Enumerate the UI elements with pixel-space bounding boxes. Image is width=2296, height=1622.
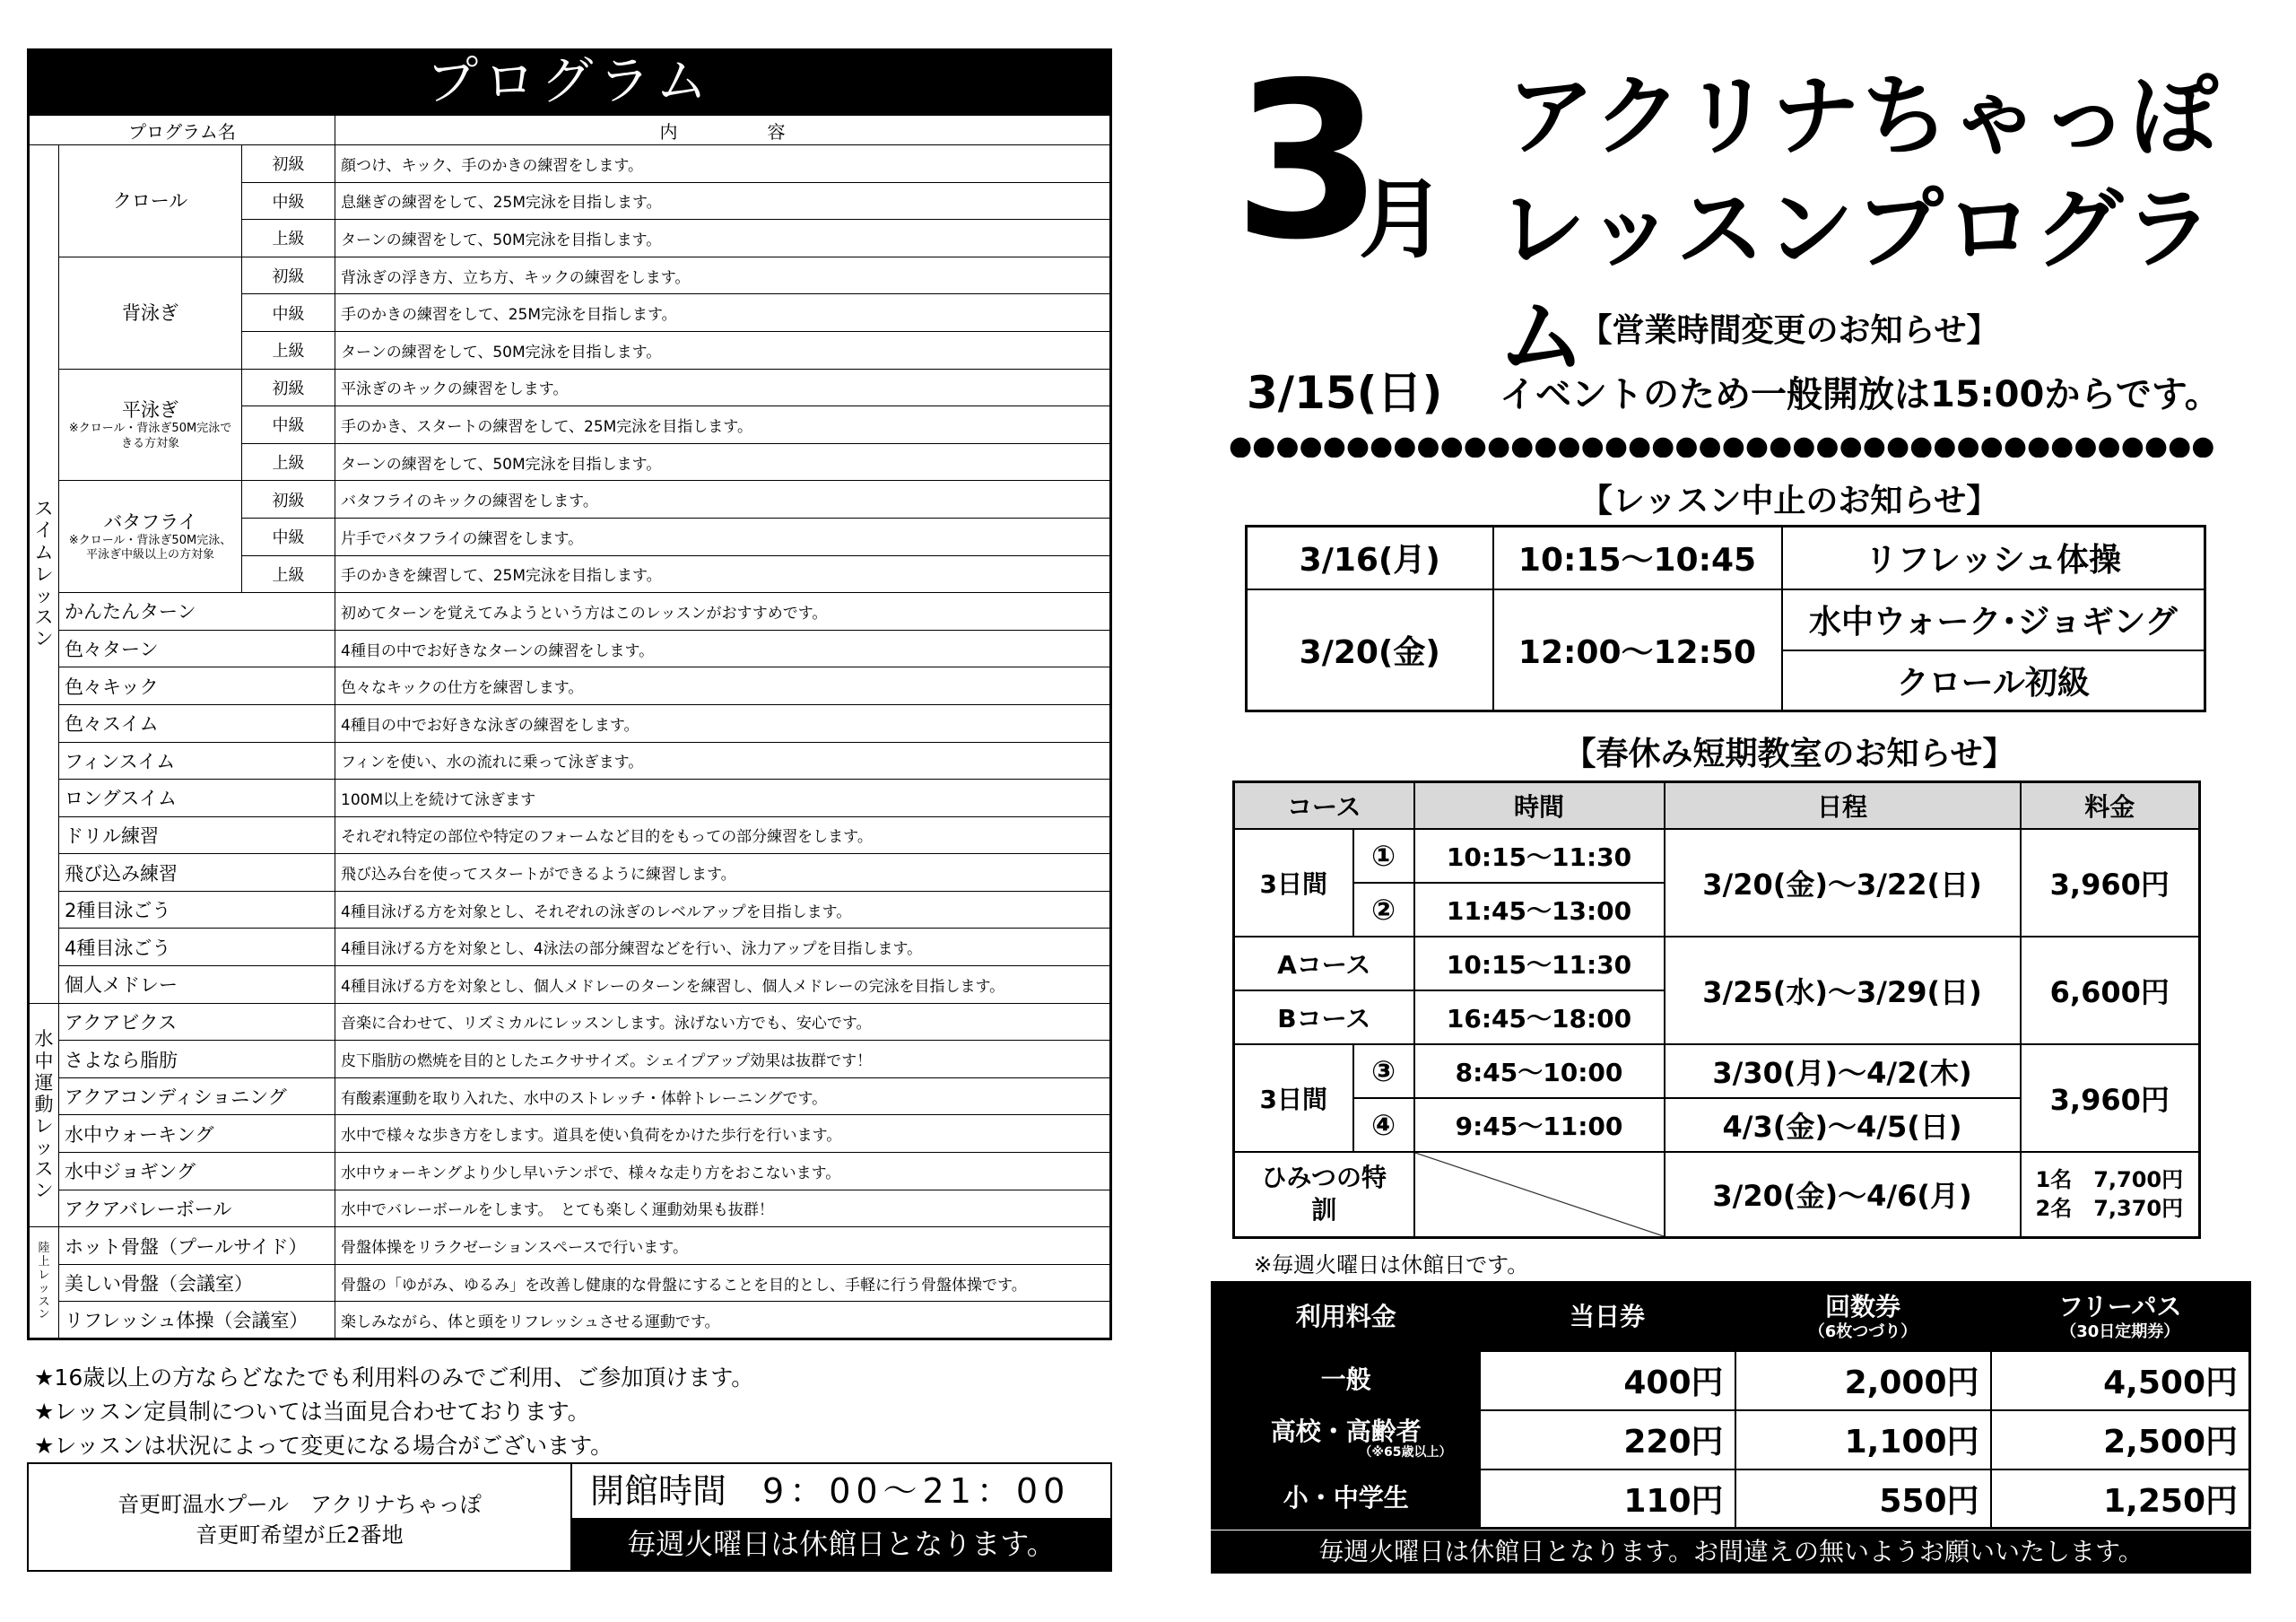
fee-header-label: 利用料金 [1213,1283,1480,1351]
program-name: アクアビクス [59,1003,335,1041]
program-description: 100M以上を続けて泳ぎます [335,780,1111,817]
secret-fee [2021,1152,2200,1238]
level-label: 初級 [242,481,335,519]
program-description: 片手でバタフライの練習をします。 [335,518,1111,555]
program-name: 水中ウォーキング [59,1115,335,1153]
program-description: 顔つけ、キック、手のかきの練習をします。 [335,145,1111,183]
program-description: 有酸素運動を取り入れた、水中のストレッチ・体幹トレーニングです。 [335,1077,1111,1115]
program-name: アクアコンディショニング [59,1077,335,1115]
program-description: 飛び込み台を使ってスタートができるように練習します。 [335,854,1111,892]
cancel-row [1247,527,2205,589]
fee-day: 220円 [1480,1410,1735,1469]
month-unit: 月 [1359,170,1445,270]
fee-free: 1,250円 [1991,1469,2250,1529]
course-3days-b: 3日間 [1234,1044,1353,1152]
program-name: 色々キック [59,667,335,705]
course-fee: 3,960円 [2021,1044,2200,1152]
hours-label: 開館時間 [590,1471,727,1511]
closed-day-banner: 毎週火曜日は休館日となります。 [572,1518,1110,1570]
program-row [29,1077,1111,1115]
fee-day: 400円 [1480,1351,1735,1410]
spring-header-course: コース [1234,782,1414,829]
course-num-4: ④ [1353,1098,1414,1152]
program-name: リフレッシュ体操（会議室） [59,1302,335,1339]
program-description: 息継ぎの練習をして、25M完泳を目指します。 [335,182,1111,220]
course-3days-a: 3日間 [1234,829,1353,937]
program-description: 4種目泳げる方を対象とし、個人メドレーのターンを練習し、個人メドレーの完泳を目指します。 [335,966,1111,1004]
fee-coupon: 1,100円 [1735,1410,1991,1469]
program-name: ホット骨盤（プールサイド） [59,1227,335,1265]
program-name: 4種目泳ごう [59,929,335,966]
program-description: 骨盤体操をリラクゼーションスペースで行います。 [335,1227,1111,1265]
level-label: 初級 [242,369,335,406]
fee-coupon: 2,000円 [1735,1351,1991,1410]
cancel-time: 10:15～10:45 [1493,527,1782,589]
program-description: 平泳ぎのキックの練習をします。 [335,369,1111,406]
program-description: 手のかき、スタートの練習をして、25M完泳を目指します。 [335,406,1111,444]
fee-day: 110円 [1480,1469,1735,1529]
title-facility: アクリナちゃっぽ [1507,65,2221,168]
program-name: さよなら脂肪 [59,1041,335,1078]
course-time: 9:45～11:00 [1414,1098,1665,1152]
program-table [27,113,1112,1340]
program-description: 骨盤の「ゆがみ、ゆるみ」を改善し健康的な骨盤にすることを目的とし、手軽に行う骨盤体操です。 [335,1264,1111,1302]
note-change: ★レッスンは状況によって変更になる場合がございます。 [34,1433,613,1459]
header-content: 内 容 [335,115,1111,145]
bottom-closed-banner: 毎週火曜日は休館日となります。お間違えの無いようお願いいたします。 [1211,1530,2251,1574]
program-description: 水中で様々な歩き方をします。道具を使い負荷をかけた歩行を行います。 [335,1115,1111,1153]
cancel-row [1247,589,2205,650]
opening-hours [572,1464,1110,1518]
program-row [29,1264,1111,1302]
month-number: 3 [1233,36,1378,287]
diagonal-cell [1414,1152,1665,1238]
level-label: 上級 [242,220,335,257]
spring-header-fee: 料金 [2021,782,2200,829]
program-description: バタフライのキックの練習をします。 [335,481,1111,519]
program-row [29,593,1111,631]
program-name: 水中ジョギング [59,1153,335,1190]
program-row [29,1153,1111,1190]
note-age: ★16歳以上の方ならどなたでも利用料のみでご利用、ご参加頂けます。 [34,1365,754,1391]
course-fee: 3,960円 [2021,829,2200,937]
program-description: ターンの練習をして、50M完泳を目指します。 [335,220,1111,257]
fee-header-coupon: 回数券 （6枚つづり） [1735,1283,1991,1351]
cancel-date: 3/20(金) [1247,589,1493,711]
program-description: フィンを使い、水の流れに乗って泳ぎます。 [335,742,1111,780]
spring-heading: 【春休み短期教室のお知らせ】 [1563,736,2015,772]
category-swim: ス イ ム レ ッ ス ン [29,145,59,1004]
spring-course-table [1232,780,2201,1239]
course-time: 10:15～11:30 [1414,937,1665,990]
program-row [29,1227,1111,1265]
facility-info-box [27,1462,1112,1572]
program-description: それぞれ特定の部位や特定のフォームなど目的をもっての部分練習をします。 [335,816,1111,854]
program-row [29,1041,1111,1078]
program-description: 4種目の中でお好きな泳ぎの練習をします。 [335,704,1111,742]
program-row [29,481,1111,519]
cancel-time: 12:00～12:50 [1493,589,1782,711]
course-dates: 4/3(金)～4/5(日) [1665,1098,2021,1152]
program-row [29,257,1111,294]
program-name: 色々スイム [59,704,335,742]
program-row [29,966,1111,1004]
course-a: Aコース [1234,937,1414,990]
cancel-lesson: 水中ウォーク･ジョギング [1782,589,2205,650]
program-description: 4種目泳げる方を対象とし、4泳法の部分練習などを行い、泳力アップを目指します。 [335,929,1111,966]
notice-heading: 【営業時間変更のお知らせ】 [1579,312,1999,349]
hours-block [570,1464,1110,1570]
program-name: ドリル練習 [59,816,335,854]
course-num-2: ② [1353,883,1414,937]
program-description: 音楽に合わせて、リズミカルにレッスンします。泳げない方でも、安心です。 [335,1003,1111,1041]
category-water: 水 中 運 動 レ ッ ス ン [29,1003,59,1227]
facility-address: 音更町希望が丘2番地 [196,1522,404,1548]
fee-free: 2,500円 [1991,1410,2250,1469]
course-dates: 3/25(水)～3/29(日) [1665,937,2021,1044]
program-description: ターンの練習をして、50M完泳を目指します。 [335,331,1111,369]
fee-row-senior [1213,1410,2250,1469]
cancel-lesson: クロール初級 [1782,650,2205,711]
level-label: 初級 [242,145,335,183]
program-description: ターンの練習をして、50M完泳を目指します。 [335,443,1111,481]
dotted-divider: ●●●●●●●●●●●●●●●●●●●●●●●●●●●●●●●●●●●●●●●●●● [1229,436,2215,458]
level-label: 中級 [242,406,335,444]
cancel-table [1245,525,2206,712]
program-row [29,816,1111,854]
program-group-name: 背泳ぎ [59,257,242,369]
program-description: 手のかきの練習をして、25M完泳を目指します。 [335,294,1111,332]
program-row [29,1115,1111,1153]
course-num-3: ③ [1353,1044,1414,1098]
program-description: 初めてターンを覚えてみようという方はこのレッスンがおすすめです。 [335,593,1111,631]
level-label: 上級 [242,443,335,481]
cancel-heading: 【レッスン中止のお知らせ】 [1579,483,1999,519]
program-row [29,1190,1111,1227]
level-label: 中級 [242,518,335,555]
program-group-name: バタフライ ※クロール・背泳ぎ50M完泳、平泳ぎ中級以上の方対象 [59,481,242,593]
level-label: 中級 [242,294,335,332]
notice-date: 3/15(日) [1247,367,1443,419]
course-time: 11:45～13:00 [1414,883,1665,937]
hours-value: 9：00～21：00 [762,1471,1071,1511]
program-description: 楽しみながら、体と頭をリフレッシュさせる運動です。 [335,1302,1111,1339]
secret-fee-1: 1名 7,700円 [2035,1167,2184,1193]
course-time: 10:15～11:30 [1414,829,1665,883]
fee-label: 小・中学生 [1213,1469,1480,1529]
category-land: 陸 上 レ ッ ス ン [29,1227,59,1339]
course-secret: ひみつの特訓 [1234,1152,1414,1238]
program-name: 美しい骨盤（会議室） [59,1264,335,1302]
program-row [29,145,1111,183]
program-row [29,854,1111,892]
program-name: 飛び込み練習 [59,854,335,892]
program-row [29,891,1111,929]
program-description: 水中ウォーキングより少し早いテンポで、様々な走り方をおこないます。 [335,1153,1111,1190]
course-dates: 3/20(金)～3/22(日) [1665,829,2021,937]
program-row [29,742,1111,780]
title-lesson-program: レッスンプログラム [1498,179,2215,388]
fee-free: 4,500円 [1991,1351,2250,1410]
program-description: 皮下脂肪の燃焼を目的としたエクササイズ。シェイプアップ効果は抜群です！ [335,1041,1111,1078]
course-fee: 6,600円 [2021,937,2200,1044]
program-row [29,929,1111,966]
course-num-1: ① [1353,829,1414,883]
notice-text: イベントのため一般開放は15:00からです。 [1500,374,2221,415]
program-name: 色々ターン [59,630,335,667]
fee-header-day: 当日券 [1480,1283,1735,1351]
program-description: 水中でバレーボールをします。 とても楽しく運動効果も抜群！ [335,1190,1111,1227]
program-description: 手のかきを練習して、25M完泳を目指します。 [335,555,1111,593]
program-row [29,1003,1111,1041]
program-name: 2種目泳ごう [59,891,335,929]
cancel-date: 3/16(月) [1247,527,1493,589]
fee-label: 一般 [1213,1351,1480,1410]
program-row [29,780,1111,817]
program-name: ロングスイム [59,780,335,817]
program-description: 背泳ぎの浮き方、立ち方、キックの練習をします。 [335,257,1111,294]
address-block [29,1464,570,1570]
course-dates: 3/30(月)～4/2(木) [1665,1044,2021,1098]
fee-row-child [1213,1469,2250,1529]
program-row [29,369,1111,406]
program-name: 個人メドレー [59,966,335,1004]
fee-header-free: フリーパス （30日定期券） [1991,1283,2250,1351]
program-row [29,630,1111,667]
fee-label: 高校・高齢者 （※65歳以上） [1213,1410,1480,1469]
program-description: 色々なキックの仕方を練習します。 [335,667,1111,705]
program-row [29,1302,1111,1339]
secret-fee-2: 2名 7,370円 [2035,1196,2184,1222]
program-title: プログラム [27,48,1112,113]
spring-header-dates: 日程 [1665,782,2021,829]
program-description: 4種目泳げる方を対象とし、それぞれの泳ぎのレベルアップを目指します。 [335,891,1111,929]
course-b: Bコース [1234,990,1414,1044]
spring-header-time: 時間 [1414,782,1665,829]
header-program-name: プログラム名 [29,115,335,145]
level-label: 中級 [242,182,335,220]
program-group-name: クロール [59,145,242,257]
level-label: 上級 [242,331,335,369]
course-dates: 3/20(金)～4/6(月) [1665,1152,2021,1238]
note-capacity: ★レッスン定員制については当面見合わせております。 [34,1399,590,1425]
program-row [29,704,1111,742]
closed-note: ※毎週火曜日は休館日です。 [1254,1252,1529,1278]
facility-name: 音更町温水プール アクリナちゃっぽ [117,1492,482,1517]
cancel-lesson: リフレッシュ体操 [1782,527,2205,589]
level-label: 初級 [242,257,335,294]
level-label: 上級 [242,555,335,593]
fee-table [1211,1281,2251,1530]
course-time: 16:45～18:00 [1414,990,1665,1044]
program-description: 4種目の中でお好きなターンの練習をします。 [335,630,1111,667]
program-group-name: 平泳ぎ ※クロール・背泳ぎ50M完泳できる方対象 [59,369,242,481]
program-name: アクアバレーボール [59,1190,335,1227]
fee-coupon: 550円 [1735,1469,1991,1529]
course-time: 8:45～10:00 [1414,1044,1665,1098]
program-row [29,667,1111,705]
program-name: かんたんターン [59,593,335,631]
program-name: フィンスイム [59,742,335,780]
fee-row-general [1213,1351,2250,1410]
